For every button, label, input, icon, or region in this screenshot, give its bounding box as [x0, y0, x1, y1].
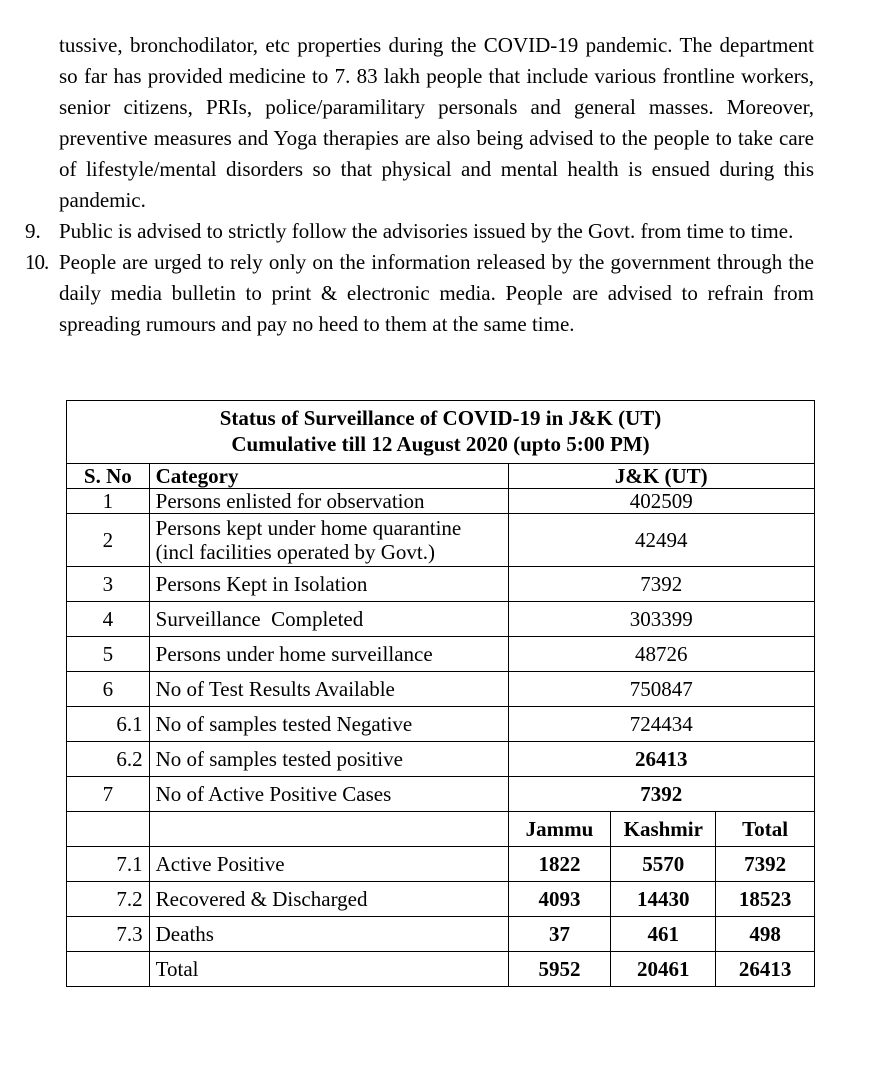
- empty-cell: [67, 952, 150, 987]
- table-row: [67, 637, 815, 672]
- table-row: [67, 672, 815, 707]
- list-item-10: [25, 247, 814, 340]
- empty-cell: [149, 812, 508, 847]
- row-sno: 6.2: [67, 742, 150, 777]
- table-row: [67, 514, 815, 567]
- table-title-line1: Status of Surveillance of COVID-19 in J&K (UT): [219, 406, 662, 430]
- row-value: 48726: [508, 637, 814, 672]
- row-sno: 5: [67, 637, 150, 672]
- list-number: 10.: [25, 250, 49, 274]
- row-category: Active Positive: [149, 847, 508, 882]
- total-label: Total: [149, 952, 508, 987]
- row-jammu: 37: [508, 917, 611, 952]
- row-category: Persons Kept in Isolation: [149, 567, 508, 602]
- table-row: [67, 489, 815, 514]
- header-kashmir: Kashmir: [611, 812, 716, 847]
- row-category: Surveillance Completed: [149, 602, 508, 637]
- row-sno: 7.3: [67, 917, 150, 952]
- header-sno: S. No: [67, 464, 150, 489]
- total-row: [67, 952, 815, 987]
- row-sno: 6: [67, 672, 150, 707]
- row-sno: 6.1: [67, 707, 150, 742]
- table-title-row: [67, 401, 815, 464]
- row-kashmir: 5570: [611, 847, 716, 882]
- list-text: People are urged to rely only on the information released by the government through the daily media bulletin to print & electronic media. People are advised to refrain from spreading rumours and pay no heed to them at the same time.: [59, 250, 814, 336]
- row-category: No of Test Results Available: [149, 672, 508, 707]
- header-total: Total: [716, 812, 815, 847]
- row-category: No of Active Positive Cases: [149, 777, 508, 812]
- table-row: [67, 917, 815, 952]
- row-value: 26413: [508, 742, 814, 777]
- row-sno: 7: [67, 777, 150, 812]
- table-title-line2: Cumulative till 12 August 2020 (upto 5:00 PM): [231, 432, 650, 456]
- row-value: 402509: [508, 489, 814, 514]
- header-jammu: Jammu: [508, 812, 611, 847]
- list-item-9: [25, 216, 814, 247]
- row-total: 7392: [716, 847, 815, 882]
- total-jammu: 5952: [508, 952, 611, 987]
- row-value: 7392: [508, 567, 814, 602]
- row-sno: 1: [67, 489, 150, 514]
- row-value: 303399: [508, 602, 814, 637]
- row-sno: 7.1: [67, 847, 150, 882]
- empty-cell: [67, 812, 150, 847]
- list-text: Public is advised to strictly follow the advisories issued by the Govt. from time to time.: [59, 219, 794, 243]
- row-sno: 4: [67, 602, 150, 637]
- row-category: No of samples tested positive: [149, 742, 508, 777]
- row-value: 7392: [508, 777, 814, 812]
- paragraph-continuation: tussive, bronchodilator, etc properties during the COVID-19 pandemic. The department so far has provided medicine to 7. 83 lakh people that include various frontline workers, senior citizens, PRIs, police/paramilitary personals and general masses. Moreover, preventive measures and Yoga therapies are also being advised to the people to take care of lifestyle/mental disorders so that physical and mental health is ensued during this pandemic.: [59, 33, 814, 212]
- split-header-row: [67, 812, 815, 847]
- row-sno: 3: [67, 567, 150, 602]
- row-category: Persons kept under home quarantine (incl facilities operated by Govt.): [149, 514, 508, 567]
- row-value: 724434: [508, 707, 814, 742]
- row-category: No of samples tested Negative: [149, 707, 508, 742]
- table-row: [67, 882, 815, 917]
- row-kashmir: 14430: [611, 882, 716, 917]
- row-category: Persons under home surveillance: [149, 637, 508, 672]
- row-sno: 7.2: [67, 882, 150, 917]
- row-kashmir: 461: [611, 917, 716, 952]
- row-total: 18523: [716, 882, 815, 917]
- row-category: Deaths: [149, 917, 508, 952]
- list-number: 9.: [25, 219, 41, 243]
- table-title: [67, 401, 815, 464]
- row-category: Recovered & Discharged: [149, 882, 508, 917]
- table-row: [67, 847, 815, 882]
- table-row: [67, 602, 815, 637]
- bulletin-text: [0, 30, 889, 340]
- total-total: 26413: [716, 952, 815, 987]
- table-row: [67, 707, 815, 742]
- surveillance-table: [66, 400, 815, 987]
- row-sno: 2: [67, 514, 150, 567]
- row-value: 750847: [508, 672, 814, 707]
- table-row: [67, 777, 815, 812]
- total-kashmir: 20461: [611, 952, 716, 987]
- table-row: [67, 742, 815, 777]
- header-value: J&K (UT): [508, 464, 814, 489]
- header-category: Category: [149, 464, 508, 489]
- row-value: 42494: [508, 514, 814, 567]
- row-jammu: 4093: [508, 882, 611, 917]
- table-row: [67, 567, 815, 602]
- table-header-row: [67, 464, 815, 489]
- row-total: 498: [716, 917, 815, 952]
- row-jammu: 1822: [508, 847, 611, 882]
- row-category: Persons enlisted for observation: [149, 489, 508, 514]
